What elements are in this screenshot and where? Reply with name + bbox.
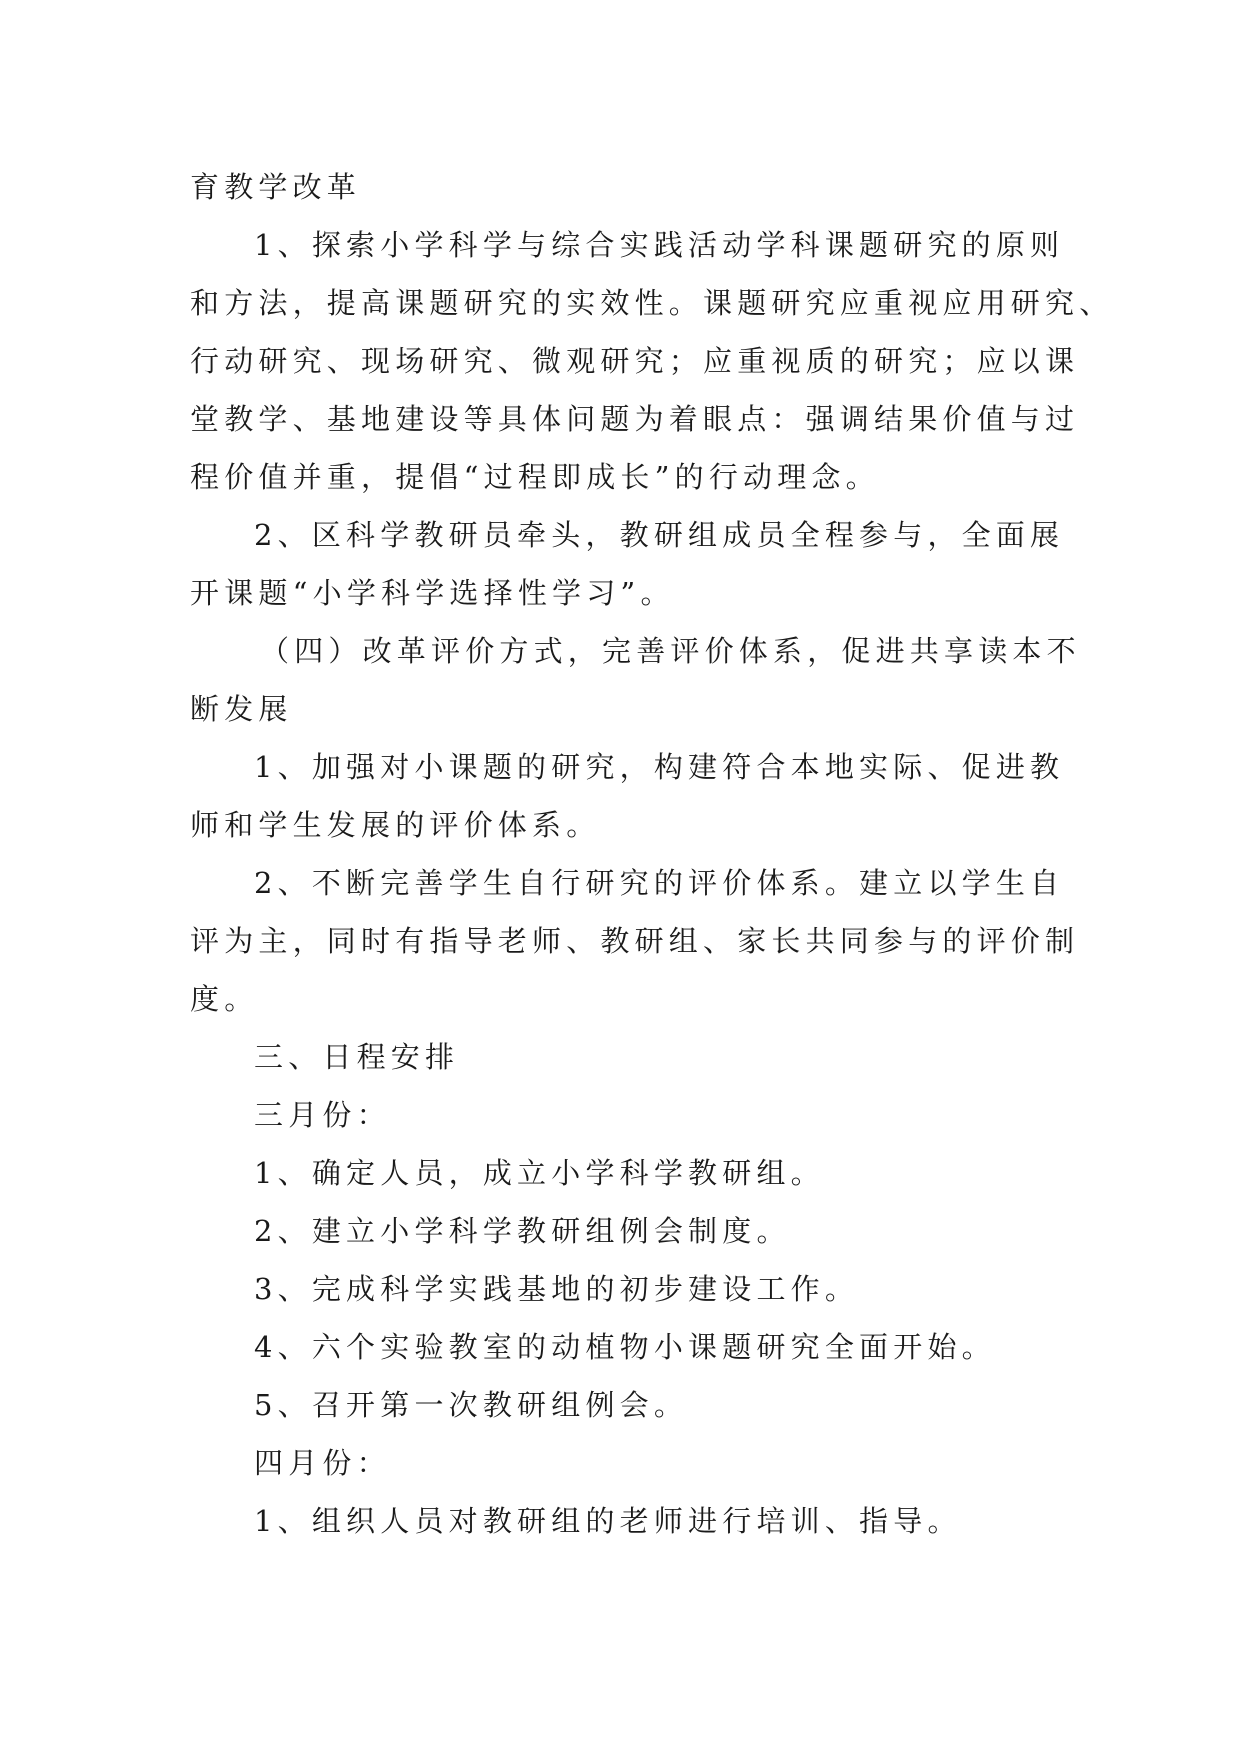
text-line: 度。 bbox=[190, 982, 259, 1016]
section-heading: （四）改革评价方式，完善评价体系，促进共享读本不 bbox=[260, 634, 1081, 668]
paragraph-start: 1、加强对小课题的研究，构建符合本地实际、促进教 bbox=[254, 750, 1065, 784]
text-line: 评为主，同时有指导老师、教研组、家长共同参与的评价制 bbox=[190, 924, 1080, 958]
text-line: 育教学改革 bbox=[190, 170, 362, 204]
paragraph-start: 1、探索小学科学与综合实践活动学科课题研究的原则 bbox=[254, 228, 1065, 262]
paragraph-start: 2、不断完善学生自行研究的评价体系。建立以学生自 bbox=[254, 866, 1065, 900]
list-item: 1、组织人员对教研组的老师进行培训、指导。 bbox=[254, 1504, 962, 1538]
text-line: 断发展 bbox=[190, 692, 293, 726]
paragraph-start: 2、区科学教研员牵头，教研组成员全程参与，全面展 bbox=[254, 518, 1065, 552]
section-heading: 三、日程安排 bbox=[254, 1040, 460, 1074]
list-item: 2、建立小学科学教研组例会制度。 bbox=[254, 1214, 791, 1248]
text-line: 和方法，提高课题研究的实效性。课题研究应重视应用研究、 bbox=[190, 286, 1114, 320]
month-heading: 三月份： bbox=[254, 1098, 391, 1132]
text-line: 师和学生发展的评价体系。 bbox=[190, 808, 601, 842]
list-item: 3、完成科学实践基地的初步建设工作。 bbox=[254, 1272, 860, 1306]
text-line: 堂教学、基地建设等具体问题为着眼点：强调结果价值与过 bbox=[190, 402, 1080, 436]
text-line: 程价值并重，提倡“过程即成长”的行动理念。 bbox=[190, 460, 880, 494]
list-item: 4、六个实验教室的动植物小课题研究全面开始。 bbox=[254, 1330, 996, 1364]
text-line: 行动研究、现场研究、微观研究；应重视质的研究；应以课 bbox=[190, 344, 1080, 378]
month-heading: 四月份： bbox=[254, 1446, 391, 1480]
text-line: 开课题“小学科学选择性学习”。 bbox=[190, 576, 675, 610]
list-item: 5、召开第一次教研组例会。 bbox=[254, 1388, 689, 1422]
document-body bbox=[190, 158, 1114, 1550]
list-item: 1、确定人员，成立小学科学教研组。 bbox=[254, 1156, 825, 1190]
